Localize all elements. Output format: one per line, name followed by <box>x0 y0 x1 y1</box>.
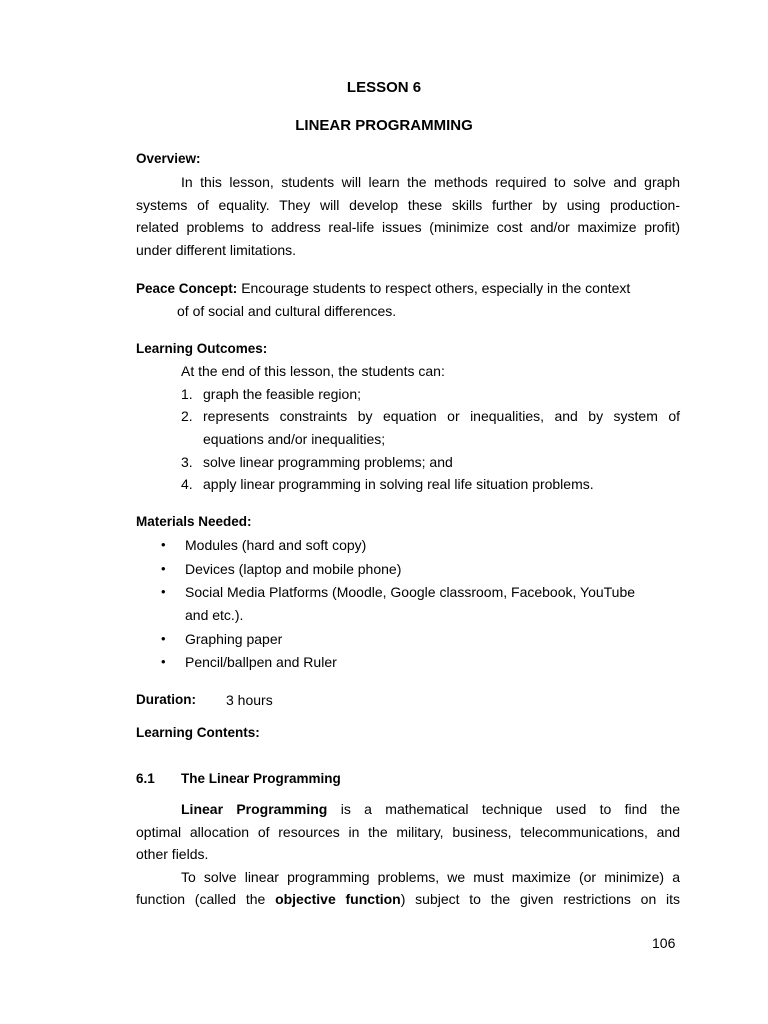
outcome-item: solve linear programming problems; and <box>203 454 453 470</box>
body-text: is a mathematical technique used to find the <box>340 801 681 817</box>
learning-outcomes-heading: Learning Outcomes: <box>136 341 268 356</box>
body-paragraph-1-line-3: other fields. <box>136 846 209 862</box>
bullet-icon: • <box>161 654 166 669</box>
duration-value: 3 hours <box>226 692 273 708</box>
outcome-item: represents constraints by equation or inequalities, and by system of <box>203 408 680 424</box>
learning-contents-heading: Learning Contents: <box>136 725 260 740</box>
material-item: Graphing paper <box>185 631 283 647</box>
page-number: 106 <box>652 935 676 951</box>
term-linear-programming: Linear Programming <box>181 801 328 817</box>
body-paragraph-1-line-1 <box>181 801 680 817</box>
outcome-item: apply linear programming in solving real life situation problems. <box>203 476 594 492</box>
section-number: 6.1 <box>136 771 155 786</box>
overview-heading: Overview: <box>136 151 201 166</box>
bullet-icon: • <box>161 537 166 552</box>
overview-line-3: related problems to address real-life issues (minimize cost and/or maximize profit) <box>136 219 680 235</box>
term-objective-function: objective function <box>275 891 401 907</box>
outcome-item: graph the feasible region; <box>203 386 361 402</box>
outcome-number: 1. <box>181 386 193 402</box>
peace-concept-heading: Peace Concept: <box>136 281 238 296</box>
overview-line-1: In this lesson, students will learn the methods required to solve and graph <box>181 174 680 190</box>
outcome-number: 3. <box>181 454 193 470</box>
duration-label: Duration: <box>136 692 196 707</box>
body-text: function (called the <box>136 891 266 907</box>
lesson-title: LINEAR PROGRAMMING <box>295 117 473 134</box>
materials-heading: Materials Needed: <box>136 514 252 529</box>
material-item: Social Media Platforms (Moodle, Google classroom, Facebook, YouTube <box>185 584 636 600</box>
body-paragraph-2-line-2 <box>136 891 680 907</box>
overview-line-2: systems of equality. They will develop these skills further by using production- <box>136 197 680 213</box>
body-paragraph-2-line-1: To solve linear programming problems, we must maximize (or minimize) a <box>181 869 680 885</box>
material-item: Pencil/ballpen and Ruler <box>185 654 337 670</box>
material-item-continuation: and etc.). <box>185 607 244 623</box>
outcome-item-continuation: equations and/or inequalities; <box>203 431 386 447</box>
overview-line-4: under different limitations. <box>136 242 297 258</box>
peace-concept <box>136 280 630 296</box>
material-item: Devices (laptop and mobile phone) <box>185 561 402 577</box>
material-item: Modules (hard and soft copy) <box>185 537 367 553</box>
body-text: ) subject to the given restrictions on its <box>400 891 680 907</box>
outcome-number: 4. <box>181 476 193 492</box>
bullet-icon: • <box>161 584 166 599</box>
learning-outcomes-intro: At the end of this lesson, the students can: <box>181 363 445 379</box>
peace-concept-line-2: of of social and cultural differences. <box>177 303 397 319</box>
lesson-number: LESSON 6 <box>346 79 422 96</box>
body-paragraph-1-line-2: optimal allocation of resources in the military, business, telecommunications, and <box>136 824 680 840</box>
bullet-icon: • <box>161 631 166 646</box>
outcome-number: 2. <box>181 408 193 424</box>
bullet-icon: • <box>161 561 166 576</box>
section-title: The Linear Programming <box>181 771 341 786</box>
peace-concept-text: Encourage students to respect others, especially in the context <box>241 280 631 296</box>
